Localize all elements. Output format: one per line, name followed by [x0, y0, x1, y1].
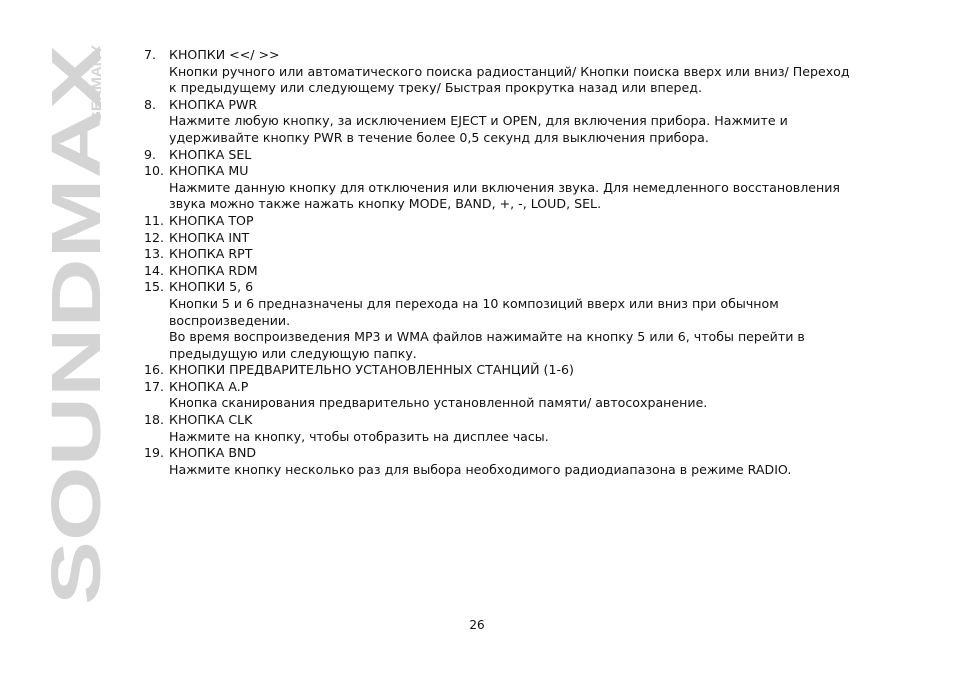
item-number: 17. [144, 378, 165, 394]
item-description-line: звука можно также нажать кнопку MODE, BAND, +, -, LOUD, SEL. [169, 196, 602, 212]
list-item [144, 163, 914, 213]
page-number: 26 [469, 618, 485, 632]
item-title: КНОПКИ <</ >> [169, 47, 280, 62]
item-title: КНОПКИ ПРЕДВАРИТЕЛЬНО УСТАНОВЛЕННЫХ СТАНЦИЙ (1-6) [169, 362, 574, 378]
item-body [169, 379, 914, 412]
item-body [169, 412, 914, 445]
item-description-line: Нажмите кнопку несколько раз для выбора необходимого радиодиапазона в режиме RADIO. [169, 461, 792, 477]
list-item [144, 263, 914, 280]
soundmax-germany-logo [37, 40, 115, 610]
item-body [169, 279, 914, 362]
list-item [144, 47, 914, 97]
item-title: КНОПКА CLK [169, 412, 253, 428]
item-body [169, 230, 914, 247]
item-title: КНОПКА MU [169, 163, 249, 179]
item-title: КНОПКА RDM [169, 262, 258, 278]
item-title: КНОПКА SEL [169, 146, 252, 162]
item-body [169, 213, 914, 230]
item-number: 14. [144, 262, 165, 278]
list-item [144, 246, 914, 263]
item-description-line: к предыдущему или следующему треку/ Быстрая прокрутка назад или вперед. [169, 80, 702, 96]
item-number: 8. [144, 96, 157, 112]
item-description-line: воспроизведении. [169, 312, 291, 328]
instructions-list [144, 47, 914, 478]
list-item [144, 279, 914, 362]
item-number: 12. [144, 229, 165, 245]
item-number: 11. [144, 212, 165, 228]
item-number: 10. [144, 163, 165, 179]
item-body [169, 163, 914, 213]
item-description-line: удерживайте кнопку PWR в течение более 0,5 секунд для выключения прибора. [169, 129, 709, 145]
list-item [144, 230, 914, 247]
list-item [144, 379, 914, 412]
item-description-line: предыдущую или следующую папку. [169, 345, 417, 361]
item-number: 7. [144, 47, 157, 62]
item-number: 19. [144, 445, 165, 461]
brand-name: SOUNDMAX [37, 196, 115, 605]
item-title: КНОПКА TOP [169, 212, 254, 228]
item-body [169, 147, 914, 164]
item-number: 18. [144, 412, 165, 428]
item-body [169, 362, 914, 379]
item-title: КНОПКА A.P [169, 378, 249, 394]
item-body [169, 97, 914, 147]
item-description-line: Нажмите на кнопку, чтобы отобразить на дисплее часы. [169, 428, 549, 444]
item-description-line: Кнопка сканирования предварительно установленной памяти/ автосохранение. [169, 395, 708, 411]
item-description-line: Во время воспроизведения MP3 и WMA файлов нажимайте на кнопку 5 или 6, чтобы перейти в [169, 329, 805, 345]
list-item [144, 362, 914, 379]
item-body [169, 445, 914, 478]
item-number: 9. [144, 146, 157, 162]
item-title: КНОПКИ 5, 6 [169, 279, 254, 295]
item-title: КНОПКА RPT [169, 246, 253, 262]
list-item [144, 147, 914, 164]
item-body [169, 246, 914, 263]
item-title: КНОПКА BND [169, 445, 257, 461]
item-title: КНОПКА INT [169, 229, 250, 245]
item-description-line: Кнопки ручного или автоматического поиска радиостанций/ Кнопки поиска вверх или вниз/ Переход [169, 63, 850, 79]
item-description-line: Кнопки 5 и 6 предназначены для перехода на 10 композиций вверх или вниз при обычном [169, 295, 779, 311]
item-number: 13. [144, 246, 165, 262]
item-description-line: Нажмите любую кнопку, за исключением EJECT и OPEN, для включения прибора. Нажмите и [169, 113, 788, 129]
item-body [169, 263, 914, 280]
item-title: КНОПКА PWR [169, 96, 258, 112]
list-item [144, 412, 914, 445]
list-item [144, 445, 914, 478]
list-item [144, 97, 914, 147]
brand-tagline: GERMANY [88, 51, 104, 123]
list-item [144, 213, 914, 230]
item-number: 15. [144, 279, 165, 295]
item-number: 16. [144, 362, 165, 378]
item-body [169, 47, 914, 97]
item-description-line: Нажмите данную кнопку для отключения или включения звука. Для немедленного восстановления [169, 179, 840, 195]
